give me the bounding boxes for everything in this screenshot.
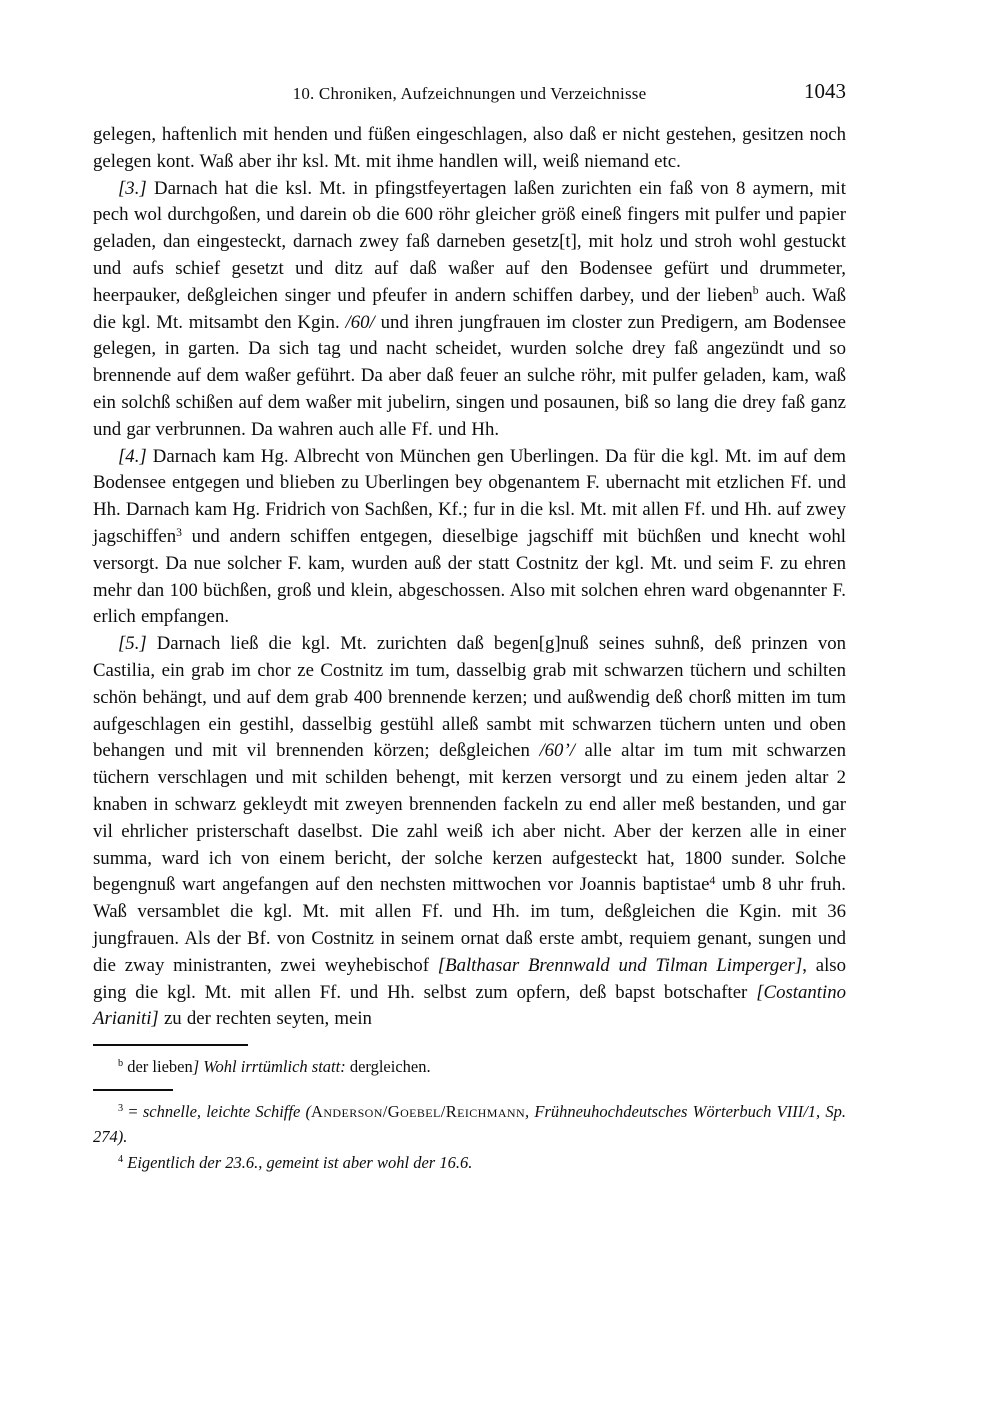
text-run-italic: /60’/ — [539, 740, 575, 762]
apparatus-separator-rule — [93, 1044, 248, 1046]
text-run-roman: der lieben — [123, 1057, 193, 1077]
main-text — [93, 122, 846, 1033]
text-run-roman: auch. Waß die kgl. Mt. mitsambt den Kgin. — [93, 284, 846, 333]
text-run-italic: [Costantino Arianiti] — [93, 981, 846, 1030]
text-run-roman: gelegen, haftenlich mit henden und füßen eingeschlagen, also daß er nicht gestehen, gesitzen noch gelegen kont. Waß aber ihr ksl. Mt. mit ihme handlen will, weiß niemand etc. — [93, 124, 846, 172]
footnote-marker: 3 — [118, 1102, 124, 1114]
text-block — [93, 79, 846, 1175]
apparatus-notes — [93, 1054, 846, 1080]
text-run-italic: schnelle, leichte Schiffe ( — [142, 1101, 312, 1121]
running-header — [93, 79, 846, 110]
footnote-marker: 4 — [118, 1153, 124, 1165]
body-paragraph — [93, 122, 846, 176]
commentary-notes — [93, 1099, 846, 1176]
footnote-reference: 3 — [176, 525, 182, 539]
text-run-italic: ] Wohl irrtümlich statt: — [192, 1057, 346, 1077]
text-run-italic: [3.] — [118, 177, 147, 199]
text-run-italic: , Frühneuhochdeutsches Wörterbuch VIII/1, Sp. 274). — [93, 1101, 846, 1147]
commentary-separator-rule — [93, 1089, 173, 1091]
footnote-reference: b — [752, 284, 759, 298]
footnotes-section — [93, 1044, 846, 1175]
text-run-roman: , also ging die kgl. Mt. mit allen Ff. und Hh. selbst zum opfern, deß bapst botschafter — [93, 954, 846, 1003]
footnote — [93, 1099, 846, 1150]
text-run-roman: = — [123, 1101, 143, 1121]
text-run-smallcaps: Anderson/Goebel/Reichmann — [311, 1101, 526, 1121]
page-number: 1043 — [804, 79, 846, 103]
text-run-roman: und ihren jungfrauen im closter zun Predigern, am Bodensee gelegen, in garten. Da sich tag und nacht scheidet, wurden solche drey faß angezündt und so brennende auf dem waßer geführt. Da aber daß feuer an sulche röhr, mit pulfer geladen, kam, waß ein solchß schißen auf dem waßer mit jubelirn, singen und posaunen, biß so lang die drey faß ganz und gar verbrunnen. Da wahren auch alle Ff. und Hh. — [93, 311, 846, 440]
footnote-reference: 4 — [709, 873, 716, 887]
text-run-italic: /60/ — [345, 311, 375, 333]
footnote — [93, 1150, 846, 1176]
body-paragraph — [93, 444, 846, 632]
text-run-italic: Eigentlich der 23.6., gemeint ist aber wohl der 16.6. — [127, 1152, 473, 1172]
body-paragraph — [93, 176, 846, 444]
text-run-italic: [4.] — [118, 445, 147, 467]
text-run-roman: Darnach hat die ksl. Mt. in pfingstfeyertagen laßen zurichten ein faß von 8 aymern, mit pech wol durchgoßen, und darein ob die 600 röhr gleicher größ eineß fingers mit pulfer und papier geladen, dan eingesteckt, darnach zwey faß darneben gesetz[t], mit holz und stroh wohl gestuckt und aufs schief gesetzt und ditz auf daß waßer auf den Bodensee gefürt und drummeter, heerpauker, deßgleichen singer und pfeufer in andern schiffen darbey, und der lieben — [93, 177, 846, 306]
text-run-roman: dergleichen. — [345, 1057, 431, 1077]
text-run-roman: und andern schiffen entgegen, dieselbige jagschiff mit büchßen und knecht wohl versorgt. Da nue solcher F. kam, wurden auß der statt Costnitz der kgl. Mt. und seim F. zu ehren mehr dan 100 büchßen, groß und klein, abgeschossen. Also mit solchen ehren ward obgenannter F. erlich empfangen. — [93, 525, 846, 628]
chapter-heading: 10. Chroniken, Aufzeichnungen und Verzeichnisse — [292, 84, 647, 103]
text-run-roman: umb 8 uhr fruh. Waß versamblet die kgl. Mt. mit allen Ff. und Hh. im tum, deßgleichen die Kgin. mit 36 jungfrauen. Als der Bf. von Costnitz in seinem ornat daß erste ambt, requiem genant, sungen und die zway ministranten, zwei weyhebischof — [93, 874, 846, 976]
text-run-roman: Darnach kam Hg. Albrecht von München gen Uberlingen. Da für die kgl. Mt. im auf dem Bodensee entgegen und blieben zu Uberlingen bey obgenantem F. ubernacht mit etzlichen Ff. und Hh. Darnach kam Hg. Fridrich von Sachßen, Kf.; fur in die ksl. Mt. mit allen Ff. und Hh. auf zwey jagschiffen — [93, 445, 846, 547]
body-paragraph — [93, 631, 846, 1033]
text-run-italic: [5.] — [118, 633, 147, 655]
footnote — [93, 1054, 846, 1080]
text-run-roman: Darnach ließ die kgl. Mt. zurichten daß begen[g]nuß seines suhnß, deß prinzen von Castilia, ein grab im chor ze Costnitz im tum, dasselbig grab mit schwarzen tüchern und schilten schön behängt, und auf dem grab 400 brennende kerzen; und außwendig deß chorß mitten im tum aufgeschlagen ein gestihl, dasselbig gestühl alleß sambt mit schwarzen tüchern unten und oben behangen und mit vil brennenden körzen; deßgleichen — [93, 633, 846, 762]
text-run-roman: alle altar im tum mit schwarzen tüchern verschlagen und mit schilden behengt, mit kerzen versorgt und zu einem jeden altar 2 knaben in schwarz gekleydt mit zweyen brennenden fackeln zu end aller meß bestanden, und gar vil ehrlicher pristerschaft daselbst. Die zahl weiß ich aber nicht. Aber der kerzen alle in einer summa, ward ich von einem bericht, der solche kerzen aufgesteckt hat, 1800 sunder. Solche begengnuß wart angefangen auf den nechsten mittwochen vor Joannis baptistae — [93, 740, 846, 896]
footnote-marker: b — [118, 1058, 124, 1070]
text-run-roman: zu der rechten seyten, mein — [158, 1008, 372, 1030]
text-run-italic: [Balthasar Brennwald und Tilman Limperger] — [437, 954, 803, 976]
